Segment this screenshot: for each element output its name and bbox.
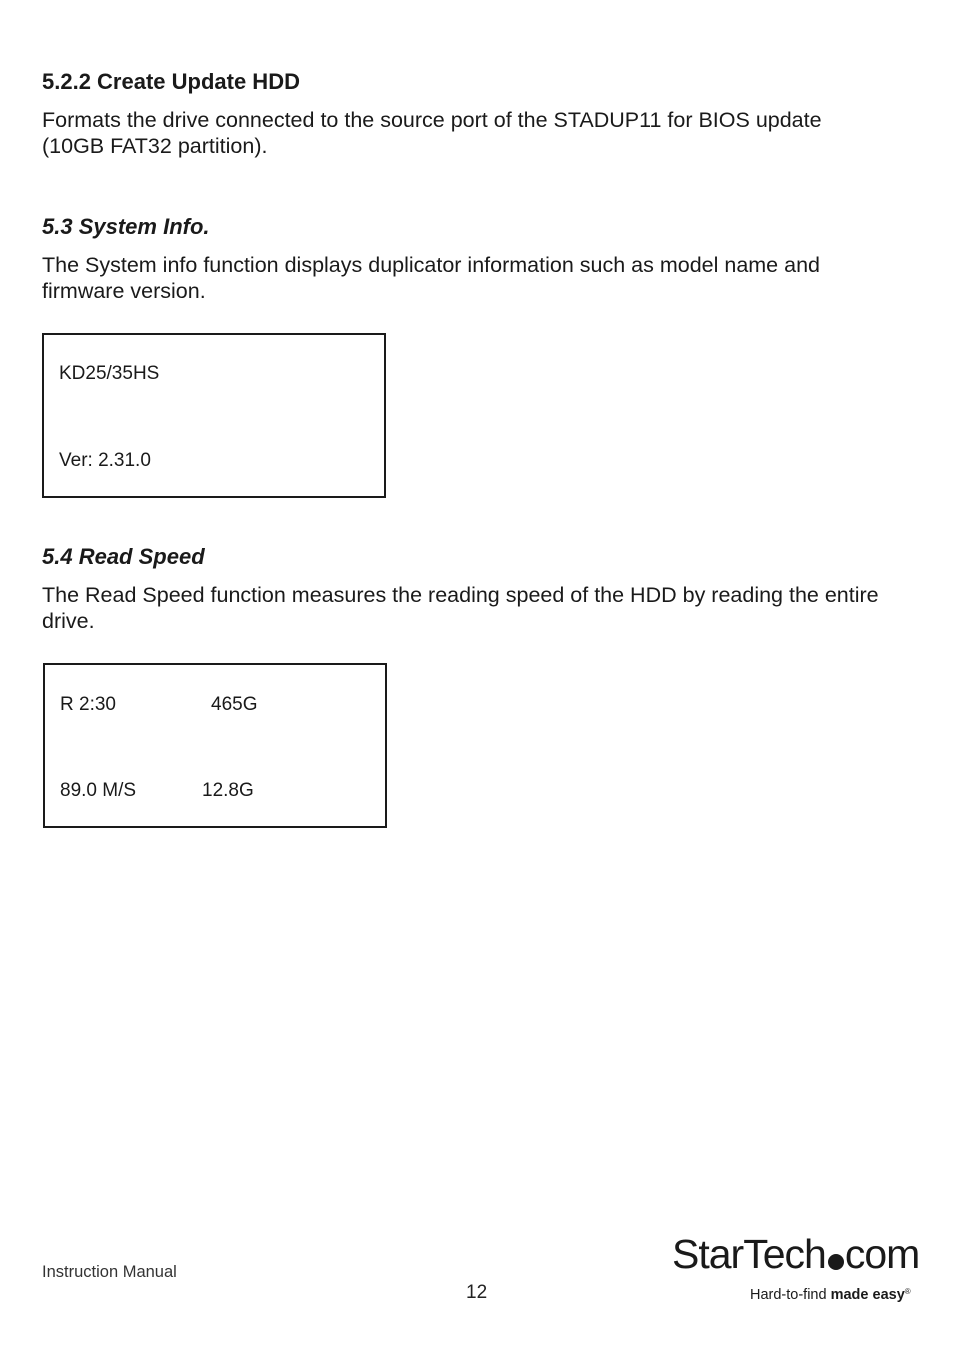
read-time: R 2:30: [60, 694, 116, 715]
drive-capacity: 465G: [211, 694, 258, 715]
section-54-body: The Read Speed function measures the reading speed of the HDD by reading the entire drive.: [42, 583, 879, 633]
system-info-display: [42, 333, 386, 498]
section-53-heading: 5.3 System Info.: [42, 214, 210, 239]
section-522-heading: 5.2.2 Create Update HDD: [42, 69, 300, 94]
logo-tagline-regular: Hard-to-find: [750, 1287, 831, 1303]
read-speed-display: [43, 663, 387, 828]
logo-tagline: [750, 1283, 912, 1304]
model-name: KD25/35HS: [59, 363, 160, 384]
logo-wordmark: [672, 1231, 920, 1277]
section-522-body: Formats the drive connected to the source port of the STADUP11 for BIOS update (10GB FAT32 partition).: [42, 108, 822, 158]
startech-logo: [672, 1231, 920, 1304]
page-number: 12: [466, 1282, 488, 1303]
logo-brand-right: com: [844, 1231, 920, 1277]
registered-mark: ®: [904, 1287, 911, 1296]
section-53-body: The System info function displays duplicator information such as model name and firmware version.: [42, 253, 820, 303]
logo-dot-icon: [828, 1254, 844, 1270]
footer-label: Instruction Manual: [42, 1263, 177, 1281]
logo-brand-left: StarTech: [672, 1231, 826, 1277]
section-54-heading: 5.4 Read Speed: [42, 544, 205, 569]
read-speed-value: 89.0 M/S: [60, 780, 137, 801]
data-read-amount: 12.8G: [202, 780, 254, 801]
firmware-version: Ver: 2.31.0: [59, 450, 151, 471]
logo-tagline-bold: made easy: [830, 1287, 905, 1303]
